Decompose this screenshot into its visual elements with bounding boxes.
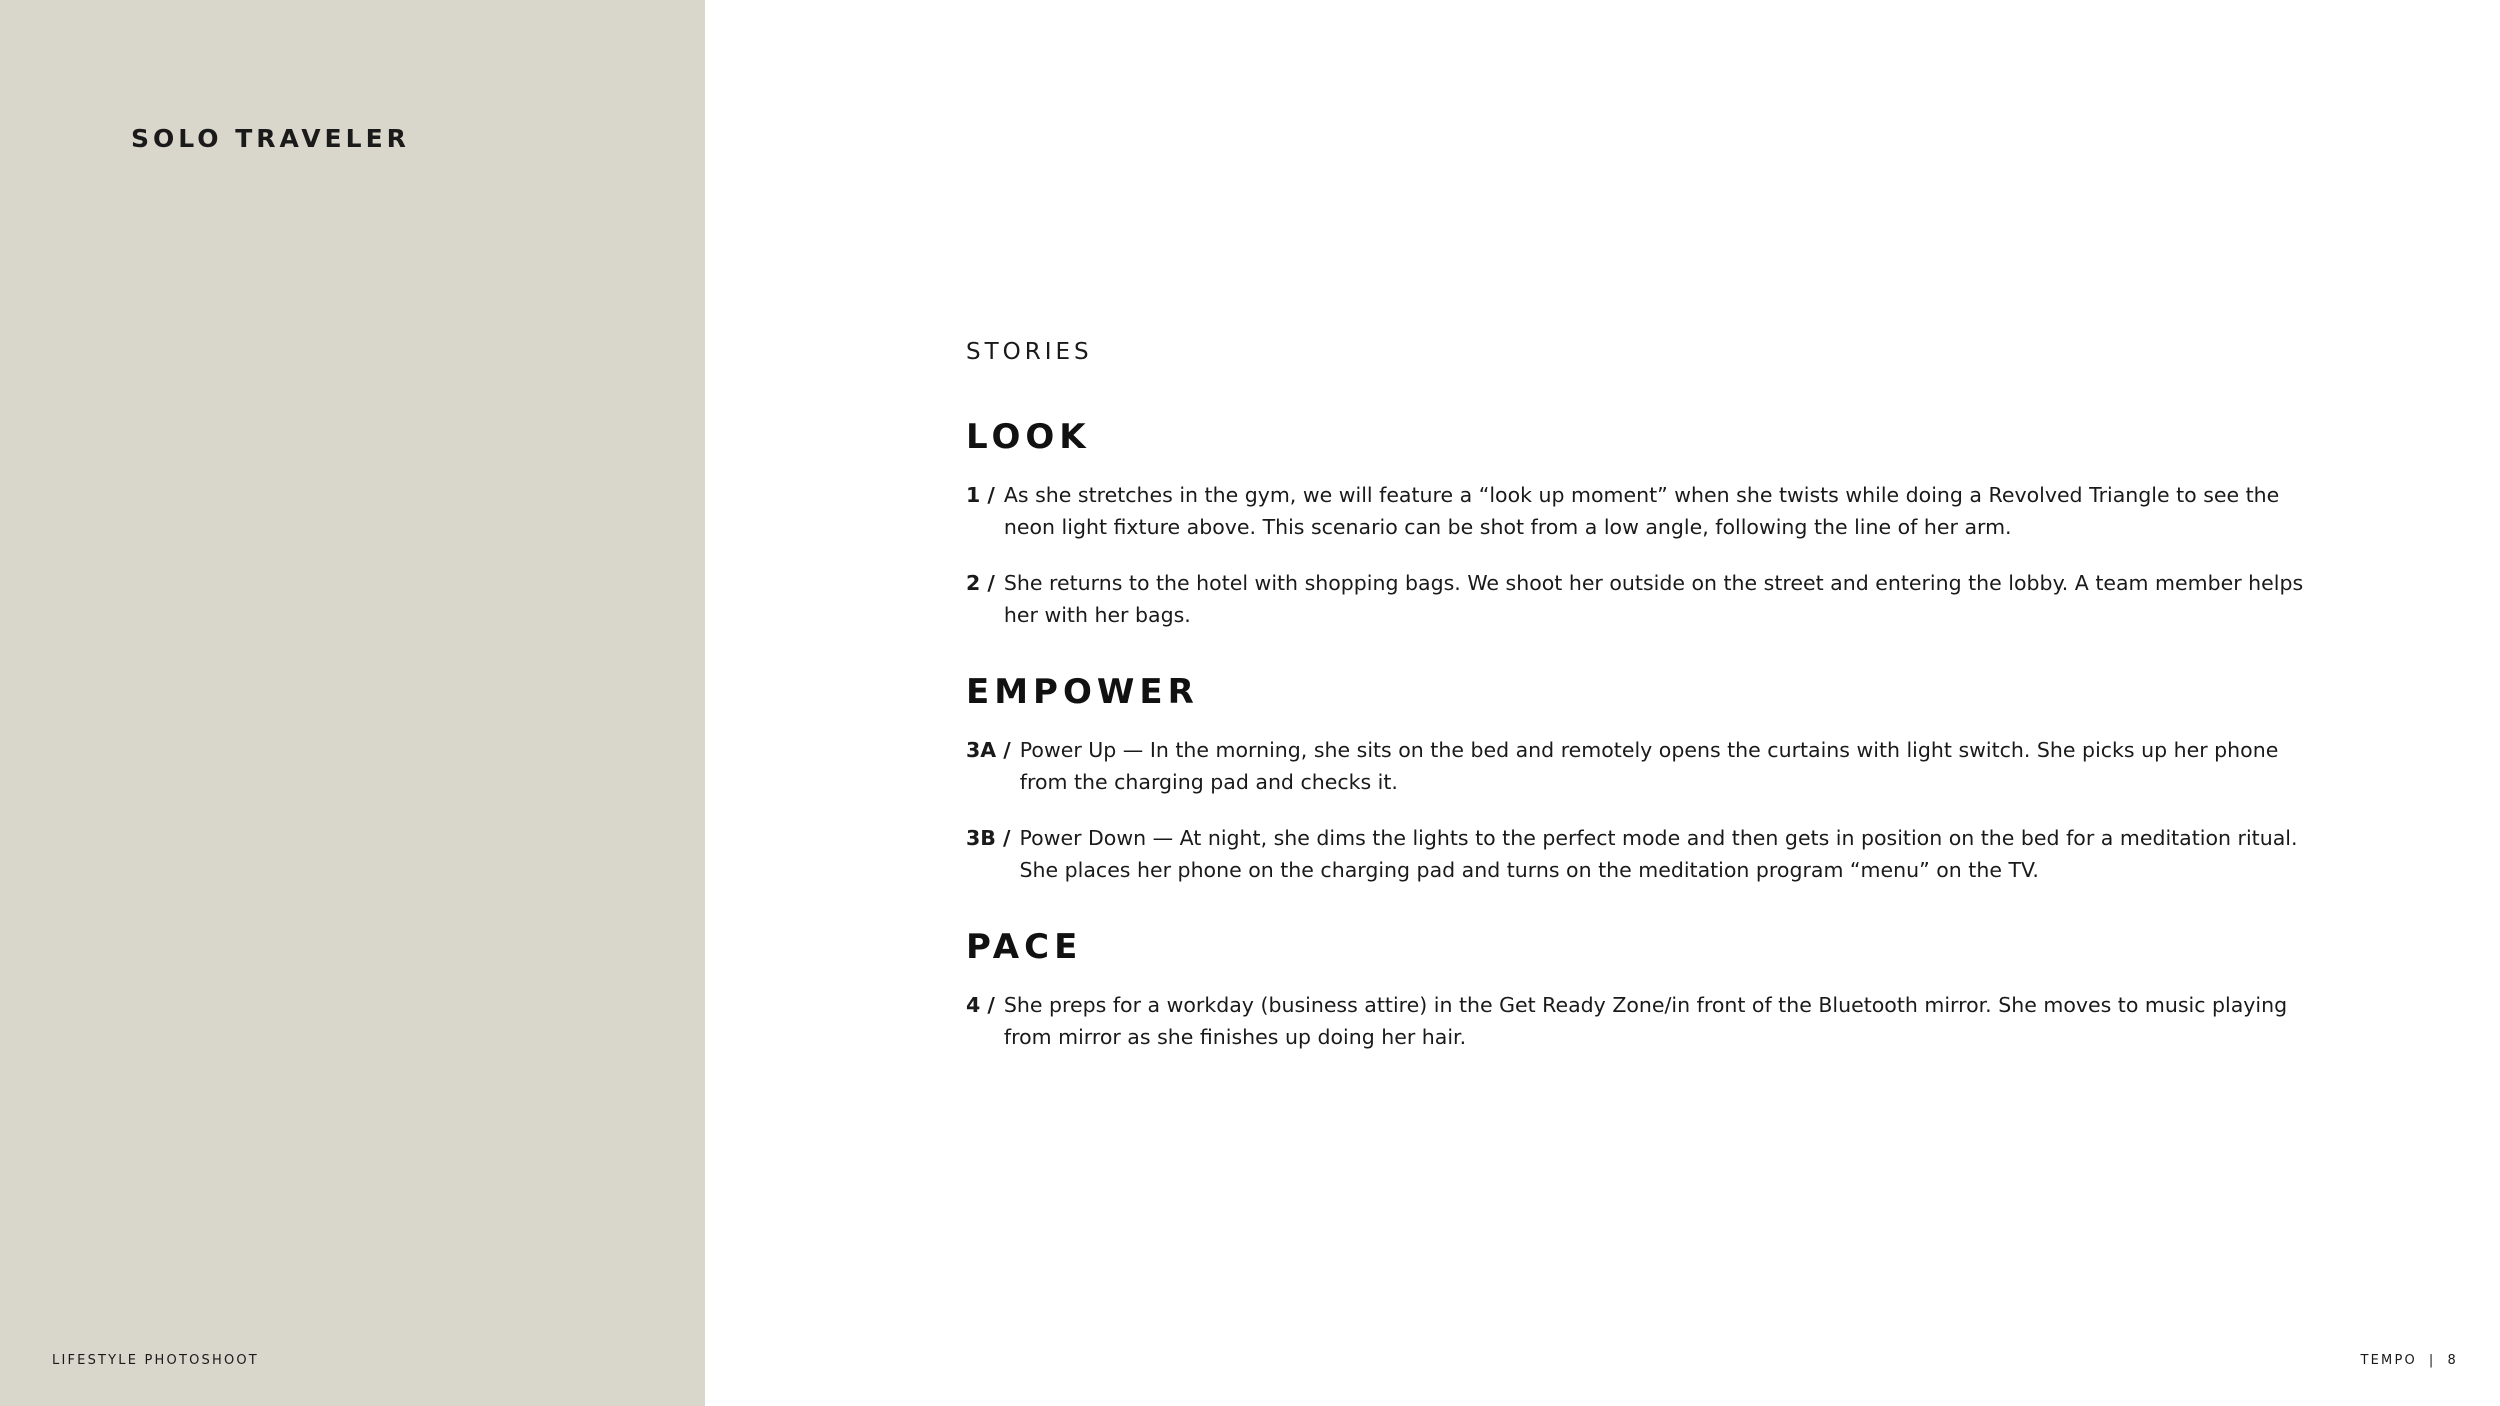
section-heading: EMPOWER — [966, 672, 1199, 712]
footer-left-label: LIFESTYLE PHOTOSHOOT — [52, 1353, 259, 1368]
footer-right-label — [2360, 1353, 2458, 1368]
story-text: As she stretches in the gym, we will feature a “look up moment” when she twists while doing a Revolved Triangle to see the neon light fixture above. This scenario can be shot from a low angle, following the line of her arm. — [1003, 483, 2280, 539]
story-item — [966, 823, 2306, 886]
story-item — [966, 990, 2306, 1053]
story-item — [966, 735, 2306, 798]
story-item — [966, 480, 2306, 543]
main-content — [966, 336, 2306, 1093]
story-text: Power Up — In the morning, she sits on the bed and remotely opens the curtains with light switch. She picks up her phone from the charging pad and checks it. — [1019, 738, 2279, 794]
section-heading: PACE — [966, 927, 1083, 967]
story-number: 1 / — [966, 483, 995, 507]
story-number: 2 / — [966, 571, 995, 595]
sidebar-panel — [0, 0, 705, 1406]
story-text: She returns to the hotel with shopping bags. We shoot her outside on the street and entering the lobby. A team member helps her with her bags. — [1003, 571, 2304, 627]
section-heading: LOOK — [966, 417, 1091, 457]
story-number: 4 / — [966, 993, 995, 1017]
page-number: 8 — [2447, 1353, 2458, 1368]
story-text: Power Down — At night, she dims the lights to the perfect mode and then gets in position on the bed for a meditation ritual. She places her phone on the charging pad and turns on the meditation program “menu” on the TV. — [1019, 826, 2298, 882]
footer-brand: TEMPO — [2360, 1353, 2417, 1368]
story-item — [966, 568, 2306, 631]
section-pace — [966, 926, 2306, 1053]
story-text: She preps for a workday (business attire) in the Get Ready Zone/in front of the Bluetooth mirror. She moves to music playing from mirror as she finishes up doing her hair. — [1003, 993, 2288, 1049]
page-title: SOLO TRAVELER — [131, 124, 410, 153]
section-look — [966, 416, 2306, 631]
section-kicker: STORIES — [966, 339, 1093, 365]
story-number: 3B / — [966, 826, 1011, 850]
section-empower — [966, 671, 2306, 886]
story-number: 3A / — [966, 738, 1011, 762]
footer-separator: | — [2428, 1353, 2436, 1368]
